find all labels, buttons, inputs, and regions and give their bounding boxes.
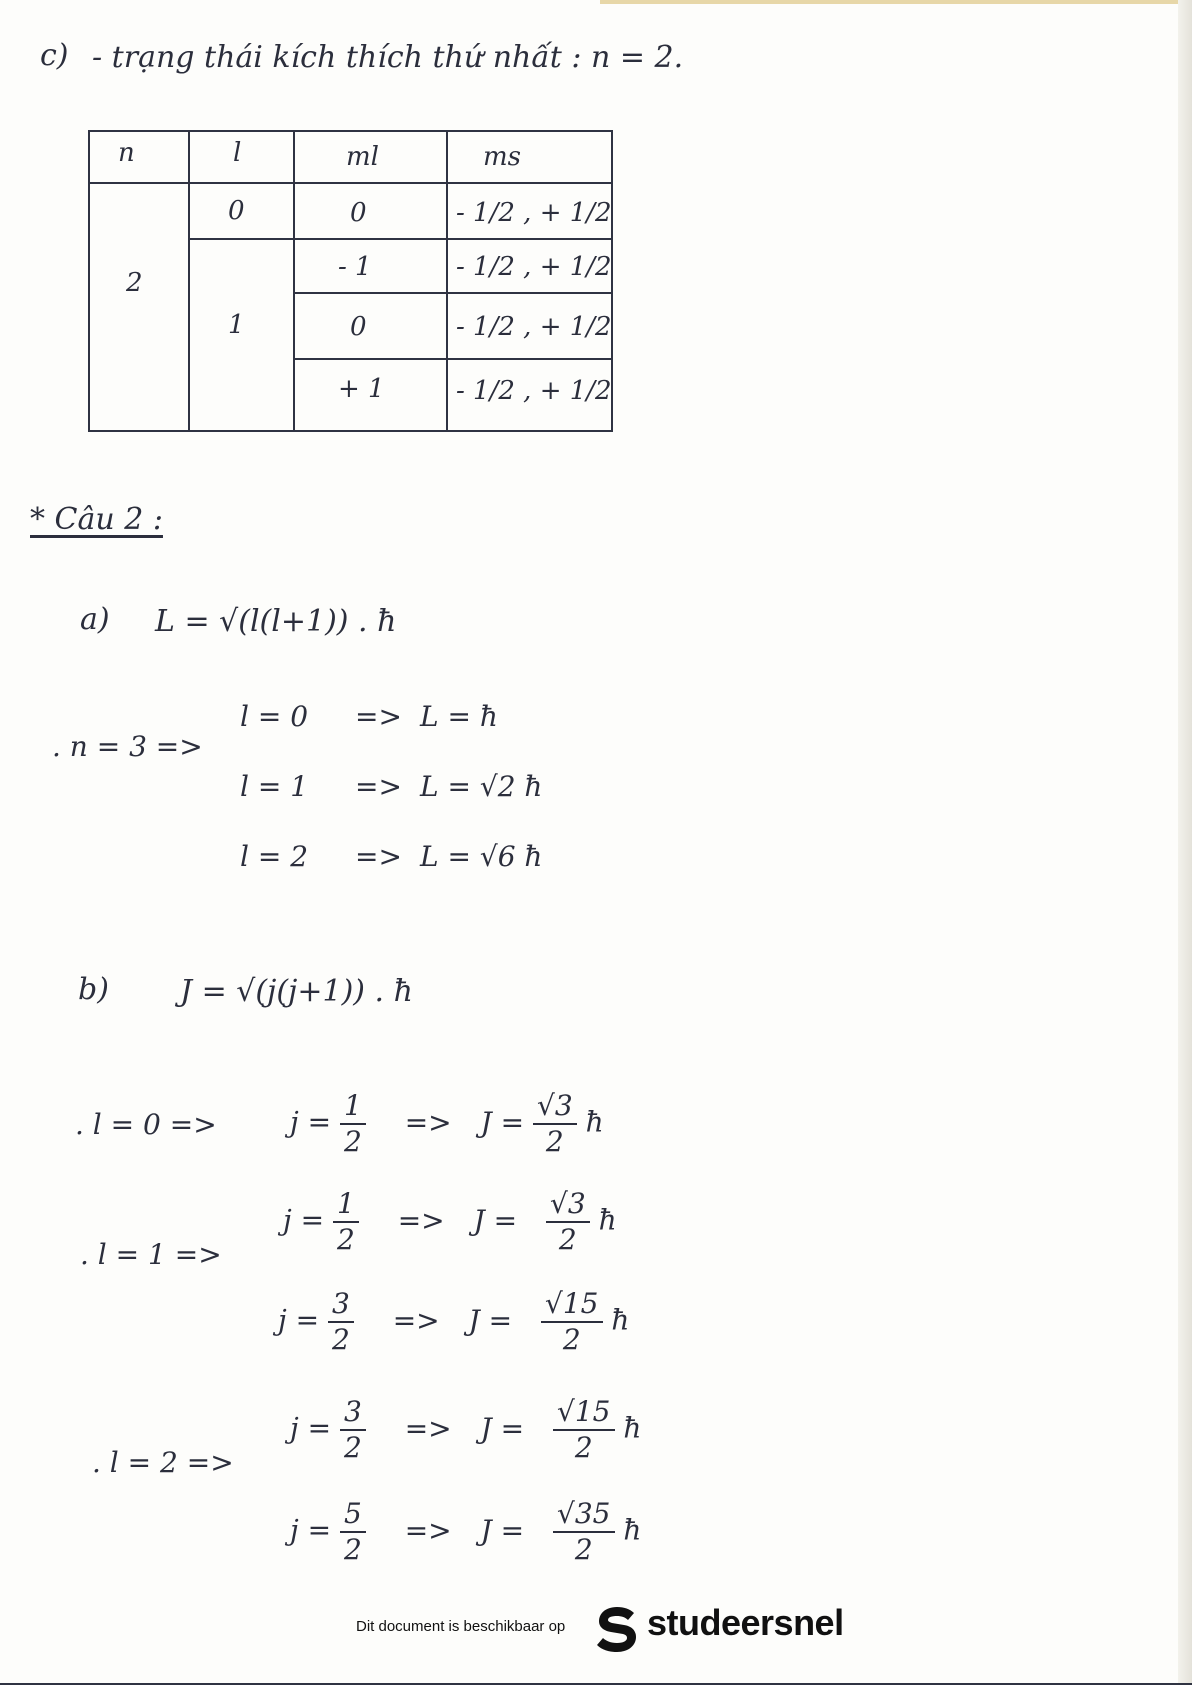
cell-ms-1: - 1/2 , + 1/2	[456, 252, 612, 282]
cell-l-0: 0	[228, 196, 245, 226]
cell-ms-3: - 1/2 , + 1/2	[456, 376, 612, 406]
quantum-numbers-table	[88, 130, 613, 432]
part-a-label: a)	[80, 602, 110, 637]
studeersnel-brand-link[interactable]: studeersnel	[647, 1602, 844, 1643]
page-top-edge	[600, 0, 1192, 4]
cell-ml-0: 0	[350, 198, 367, 228]
part-b-cond-l1: . l = 1 =>	[80, 1238, 222, 1271]
part-a-l0: l = 0	[240, 700, 309, 733]
part-c-text: - trạng thái kích thích thứ nhất : n = 2.	[92, 40, 684, 75]
part-a-condition: . n = 3 =>	[52, 730, 203, 763]
part-b-formula: J = √(j(j+1)) . ħ	[180, 974, 413, 1009]
cell-ml-3: + 1	[338, 374, 385, 404]
part-a-formula: L = √(l(l+1)) . ħ	[155, 604, 397, 639]
part-a-result-1: L = √2 ħ	[420, 770, 543, 803]
cell-ml-2: 0	[350, 312, 367, 342]
b-row-2-1: j = $\frac{5}{2}$ => J = $\frac{√35}{2}$ ħ	[290, 1497, 642, 1566]
part-a-result-0: L = ħ	[420, 700, 498, 733]
b-row-2-0: j = $\frac{3}{2}$ => J = $\frac{√15}{2}$ ħ	[290, 1395, 642, 1464]
part-b-label: b)	[78, 972, 109, 1007]
part-a-l1: l = 1	[240, 770, 309, 803]
part-b-cond-l0: . l = 0 =>	[75, 1108, 217, 1141]
cell-n: 2	[126, 268, 143, 298]
header-l: l	[233, 138, 242, 168]
part-a-result-2: L = √6 ħ	[420, 840, 543, 873]
footer-availability-text: Dit document is beschikbaar op	[356, 1618, 566, 1635]
part-a-arrow-1: =>	[355, 770, 402, 803]
cell-ms-0: - 1/2 , + 1/2	[456, 198, 612, 228]
cell-ml-1: - 1	[338, 252, 372, 282]
part-c-label: c)	[40, 38, 69, 73]
header-n: n	[118, 138, 135, 168]
page-right-edge	[1178, 0, 1192, 1685]
studeersnel-logo-icon[interactable]	[593, 1605, 641, 1653]
b-row-1-0: j = $\frac{1}{2}$ => J = $\frac{√3}{2}$ ħ	[283, 1187, 617, 1256]
part-a-arrow-0: =>	[355, 700, 402, 733]
part-a-l2: l = 2	[240, 840, 309, 873]
cell-ms-2: - 1/2 , + 1/2	[456, 312, 612, 342]
part-a-arrow-2: =>	[355, 840, 402, 873]
header-ml: ml	[346, 142, 379, 172]
header-ms: ms	[483, 142, 521, 172]
cau2-heading: * Câu 2 :	[30, 502, 163, 537]
part-b-cond-l2: . l = 2 =>	[92, 1446, 234, 1479]
b-row-1-1: j = $\frac{3}{2}$ => J = $\frac{√15}{2}$ ħ	[278, 1287, 630, 1356]
b-row-0-0: j = $\frac{1}{2}$ => J = $\frac{√3}{2}$ ħ	[290, 1089, 604, 1158]
cell-l-1: 1	[228, 310, 245, 340]
